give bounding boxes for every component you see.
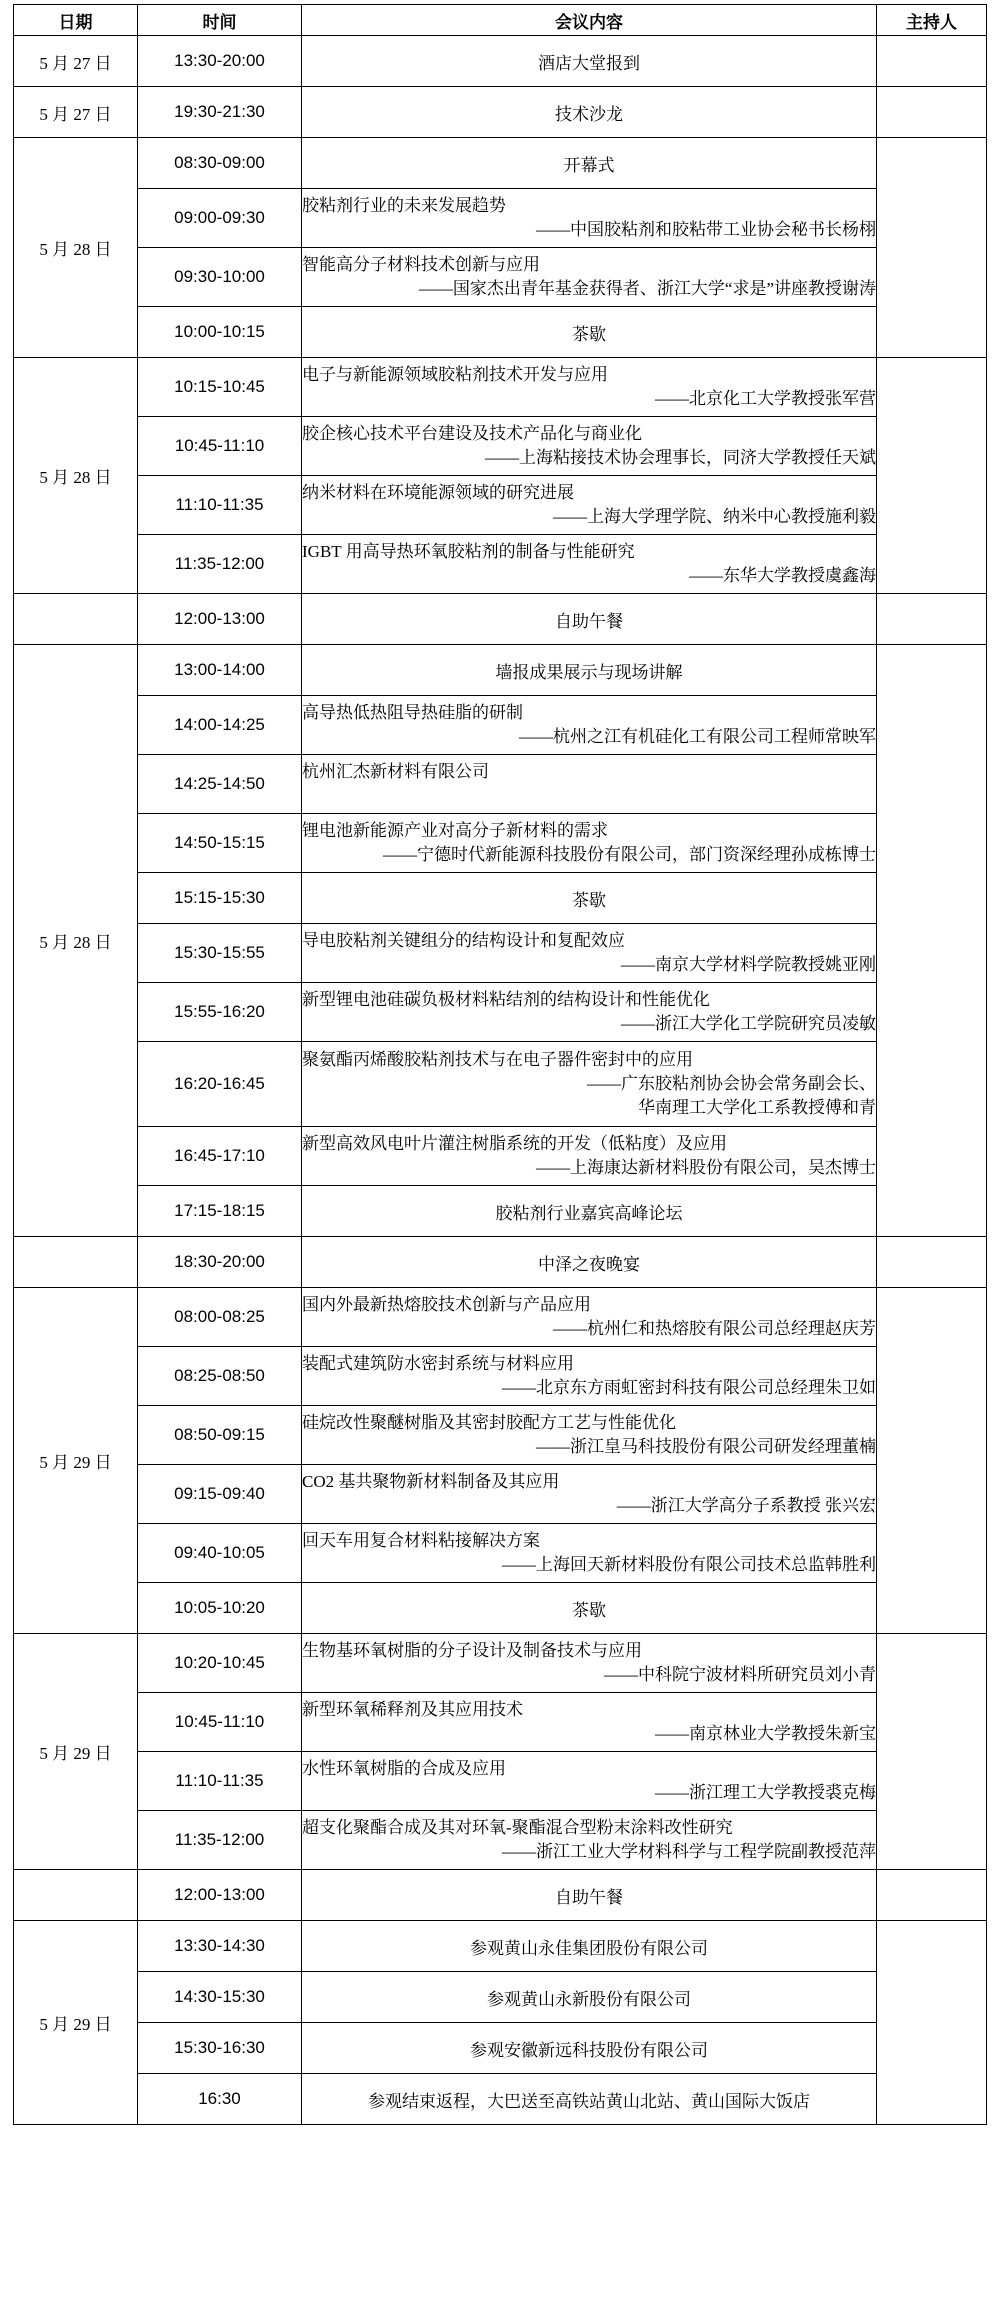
talk-speaker: ——宁德时代新能源科技股份有限公司，部门资深经理孙成栋博士: [383, 845, 876, 864]
time-cell: 17:15-18:15: [138, 1186, 302, 1237]
date-cell: 5 月 29 日: [14, 1921, 138, 2125]
talk-speaker: ——上海回天新材料股份有限公司技术总监韩胜利: [502, 1555, 876, 1574]
talk-speaker: ——东华大学教授虞鑫海: [689, 566, 876, 585]
date-cell: 5 月 29 日: [14, 1634, 138, 1870]
table-row: [14, 417, 987, 476]
content-cell: 参观黄山永佳集团股份有限公司: [302, 1921, 877, 1972]
talk-title: 新型环氧稀释剂及其应用技术: [302, 1700, 523, 1719]
time-cell: 08:25-08:50: [138, 1347, 302, 1406]
date-cell: 5 月 27 日: [14, 36, 138, 87]
time-cell: 12:00-13:00: [138, 1870, 302, 1921]
time-cell: 10:20-10:45: [138, 1634, 302, 1693]
table-row: [14, 535, 987, 594]
table-row: [14, 814, 987, 873]
content-cell: 参观黄山永新股份有限公司: [302, 1972, 877, 2023]
time-cell: 13:00-14:00: [138, 645, 302, 696]
talk-cell: [302, 1811, 877, 1870]
table-row: [14, 983, 987, 1042]
talk-cell: [302, 1465, 877, 1524]
table-row: [14, 1972, 987, 2023]
date-cell: [14, 1870, 138, 1921]
table-row: [14, 1465, 987, 1524]
time-cell: 16:45-17:10: [138, 1127, 302, 1186]
date-cell: 5 月 28 日: [14, 358, 138, 594]
content-cell: 自助午餐: [302, 594, 877, 645]
talk-cell: [302, 924, 877, 983]
talk-speaker: ——中科院宁波材料所研究员刘小青: [604, 1665, 876, 1684]
content-cell: 参观安徽新远科技股份有限公司: [302, 2023, 877, 2074]
host-cell: [877, 138, 987, 358]
time-cell: 10:05-10:20: [138, 1583, 302, 1634]
talk-cell: [302, 1347, 877, 1406]
table-row: [14, 307, 987, 358]
content-cell: 茶歇: [302, 1583, 877, 1634]
talk-cell: [302, 248, 877, 307]
time-cell: 08:50-09:15: [138, 1406, 302, 1465]
talk-speaker: ——南京大学材料学院教授姚亚刚: [621, 955, 876, 974]
host-cell: [877, 1870, 987, 1921]
table-row: [14, 2074, 987, 2125]
table-row: [14, 1524, 987, 1583]
talk-speaker: [302, 784, 876, 808]
host-cell: [877, 1288, 987, 1634]
time-cell: 09:15-09:40: [138, 1465, 302, 1524]
time-cell: 15:55-16:20: [138, 983, 302, 1042]
table-row: [14, 1693, 987, 1752]
content-cell: 茶歇: [302, 873, 877, 924]
host-cell: [877, 1237, 987, 1288]
table-row: [14, 1406, 987, 1465]
time-cell: 18:30-20:00: [138, 1237, 302, 1288]
table-row: [14, 1583, 987, 1634]
table-row: [14, 189, 987, 248]
table-row: [14, 2023, 987, 2074]
table-row: [14, 248, 987, 307]
content-cell: 开幕式: [302, 138, 877, 189]
time-cell: 14:50-15:15: [138, 814, 302, 873]
host-cell: [877, 645, 987, 1237]
talk-speaker: ——浙江皇马科技股份有限公司研发经理董楠: [536, 1437, 876, 1456]
table-row: [14, 87, 987, 138]
talk-cell: [302, 983, 877, 1042]
talk-title: 锂电池新能源产业对高分子新材料的需求: [302, 821, 608, 840]
header-time: 时间: [138, 5, 302, 36]
talk-speaker: ——浙江大学高分子系教授 张兴宏: [616, 1496, 876, 1515]
table-row: [14, 138, 987, 189]
host-cell: [877, 594, 987, 645]
talk-title: 智能高分子材料技术创新与应用: [302, 255, 540, 274]
talk-cell: [302, 1752, 877, 1811]
time-cell: 15:30-15:55: [138, 924, 302, 983]
talk-title: 国内外最新热熔胶技术创新与产品应用: [302, 1295, 591, 1314]
table-row: [14, 873, 987, 924]
talk-speaker: ——广东胶粘剂协会协会常务副会长、: [587, 1074, 876, 1093]
talk-title: 新型锂电池硅碳负极材料粘结剂的结构设计和性能优化: [302, 990, 710, 1009]
table-row: [14, 1237, 987, 1288]
time-cell: 09:00-09:30: [138, 189, 302, 248]
talk-title: IGBT 用高导热环氧胶粘剂的制备与性能研究: [302, 542, 635, 561]
talk-cell: [302, 696, 877, 755]
table-row: [14, 924, 987, 983]
table-row: [14, 1347, 987, 1406]
time-cell: 10:15-10:45: [138, 358, 302, 417]
time-cell: 08:30-09:00: [138, 138, 302, 189]
date-cell: 5 月 27 日: [14, 87, 138, 138]
date-cell: 5 月 28 日: [14, 138, 138, 358]
talk-title: 生物基环氧树脂的分子设计及制备技术与应用: [302, 1641, 642, 1660]
content-cell: 胶粘剂行业嘉宾高峰论坛: [302, 1186, 877, 1237]
table-row: [14, 1127, 987, 1186]
table-row: [14, 696, 987, 755]
table-row: [14, 755, 987, 814]
talk-title: 装配式建筑防水密封系统与材料应用: [302, 1354, 574, 1373]
talk-title: 超支化聚酯合成及其对环氧-聚酯混合型粉末涂料改性研究: [302, 1818, 733, 1837]
header-row: [14, 5, 987, 36]
talk-speaker: ——杭州仁和热熔胶有限公司总经理赵庆芳: [553, 1319, 876, 1338]
content-cell: 墙报成果展示与现场讲解: [302, 645, 877, 696]
talk-title: CO2 基共聚物新材料制备及其应用: [302, 1472, 560, 1491]
talk-cell: [302, 1524, 877, 1583]
time-cell: 09:40-10:05: [138, 1524, 302, 1583]
date-cell: [14, 594, 138, 645]
time-cell: 15:15-15:30: [138, 873, 302, 924]
table-row: [14, 594, 987, 645]
header-date: 日期: [14, 5, 138, 36]
talk-title: 胶粘剂行业的未来发展趋势: [302, 196, 506, 215]
talk-title: 硅烷改性聚醚树脂及其密封胶配方工艺与性能优化: [302, 1413, 676, 1432]
talk-cell: [302, 1634, 877, 1693]
talk-title: 纳米材料在环境能源领域的研究进展: [302, 483, 574, 502]
content-cell: 茶歇: [302, 307, 877, 358]
header-content: 会议内容: [302, 5, 877, 36]
table-row: [14, 1186, 987, 1237]
talk-speaker-line2: 华南理工大学化工系教授傅和青: [638, 1098, 876, 1117]
table-row: [14, 36, 987, 87]
time-cell: 11:10-11:35: [138, 1752, 302, 1811]
time-cell: 14:25-14:50: [138, 755, 302, 814]
content-cell: 参观结束返程，大巴送至高铁站黄山北站、黄山国际大饭店: [302, 2074, 877, 2125]
time-cell: 13:30-20:00: [138, 36, 302, 87]
date-cell: 5 月 28 日: [14, 645, 138, 1237]
talk-speaker: ——浙江理工大学教授裘克梅: [655, 1783, 876, 1802]
time-cell: 19:30-21:30: [138, 87, 302, 138]
schedule-table: [13, 4, 987, 2125]
table-row: [14, 1288, 987, 1347]
talk-speaker: ——上海康达新材料股份有限公司，吴杰博士: [536, 1158, 876, 1177]
talk-title: 回天车用复合材料粘接解决方案: [302, 1531, 540, 1550]
talk-title: 胶企核心技术平台建设及技术产品化与商业化: [302, 424, 642, 443]
time-cell: 11:35-12:00: [138, 1811, 302, 1870]
table-row: [14, 476, 987, 535]
talk-cell: [302, 1127, 877, 1186]
table-row: [14, 1634, 987, 1693]
content-cell: 酒店大堂报到: [302, 36, 877, 87]
time-cell: 16:20-16:45: [138, 1042, 302, 1127]
time-cell: 10:45-11:10: [138, 417, 302, 476]
talk-cell: [302, 755, 877, 814]
time-cell: 08:00-08:25: [138, 1288, 302, 1347]
talk-cell: [302, 1288, 877, 1347]
talk-speaker: ——上海粘接技术协会理事长，同济大学教授任天斌: [485, 448, 876, 467]
time-cell: 14:00-14:25: [138, 696, 302, 755]
date-cell: 5 月 29 日: [14, 1288, 138, 1634]
talk-title: 导电胶粘剂关键组分的结构设计和复配效应: [302, 931, 625, 950]
talk-cell: [302, 535, 877, 594]
talk-speaker: ——南京林业大学教授朱新宝: [655, 1724, 876, 1743]
time-cell: 15:30-16:30: [138, 2023, 302, 2074]
time-cell: 10:00-10:15: [138, 307, 302, 358]
talk-speaker: ——浙江大学化工学院研究员凌敏: [621, 1014, 876, 1033]
time-cell: 11:10-11:35: [138, 476, 302, 535]
talk-title: 高导热低热阻导热硅脂的研制: [302, 703, 523, 722]
content-cell: 技术沙龙: [302, 87, 877, 138]
table-row: [14, 1921, 987, 1972]
talk-title: 电子与新能源领域胶粘剂技术开发与应用: [302, 365, 608, 384]
talk-speaker: ——浙江工业大学材料科学与工程学院副教授范萍: [502, 1842, 876, 1861]
date-cell: [14, 1237, 138, 1288]
table-row: [14, 1870, 987, 1921]
time-cell: 16:30: [138, 2074, 302, 2125]
talk-title: 聚氨酯丙烯酸胶粘剂技术与在电子器件密封中的应用: [302, 1050, 693, 1069]
host-cell: [877, 358, 987, 594]
talk-cell: [302, 1042, 877, 1127]
time-cell: 10:45-11:10: [138, 1693, 302, 1752]
time-cell: 13:30-14:30: [138, 1921, 302, 1972]
host-cell: [877, 1921, 987, 2125]
talk-speaker: ——中国胶粘剂和胶粘带工业协会秘书长杨栩: [536, 220, 876, 239]
content-cell: 中泽之夜晚宴: [302, 1237, 877, 1288]
table-row: [14, 1752, 987, 1811]
table-row: [14, 1811, 987, 1870]
table-row: [14, 358, 987, 417]
time-cell: 12:00-13:00: [138, 594, 302, 645]
talk-speaker: ——杭州之江有机硅化工有限公司工程师常映军: [519, 727, 876, 746]
talk-speaker: ——上海大学理学院、纳米中心教授施利毅: [553, 507, 876, 526]
talk-cell: [302, 814, 877, 873]
talk-title: 新型高效风电叶片灌注树脂系统的开发（低粘度）及应用: [302, 1134, 727, 1153]
time-cell: 09:30-10:00: [138, 248, 302, 307]
host-cell: [877, 36, 987, 87]
host-cell: [877, 87, 987, 138]
table-row: [14, 645, 987, 696]
talk-speaker: ——北京化工大学教授张军营: [655, 389, 876, 408]
header-host: 主持人: [877, 5, 987, 36]
time-cell: 11:35-12:00: [138, 535, 302, 594]
table-row: [14, 1042, 987, 1127]
talk-title: 水性环氧树脂的合成及应用: [302, 1759, 506, 1778]
talk-speaker: ——国家杰出青年基金获得者、浙江大学“求是”讲座教授谢涛: [418, 279, 876, 298]
content-cell: 自助午餐: [302, 1870, 877, 1921]
time-cell: 14:30-15:30: [138, 1972, 302, 2023]
talk-cell: [302, 417, 877, 476]
talk-speaker: ——北京东方雨虹密封科技有限公司总经理朱卫如: [502, 1378, 876, 1397]
talk-cell: [302, 476, 877, 535]
talk-title: 杭州汇杰新材料有限公司: [302, 762, 489, 781]
host-cell: [877, 1634, 987, 1870]
talk-cell: [302, 189, 877, 248]
talk-cell: [302, 1693, 877, 1752]
talk-cell: [302, 1406, 877, 1465]
talk-cell: [302, 358, 877, 417]
